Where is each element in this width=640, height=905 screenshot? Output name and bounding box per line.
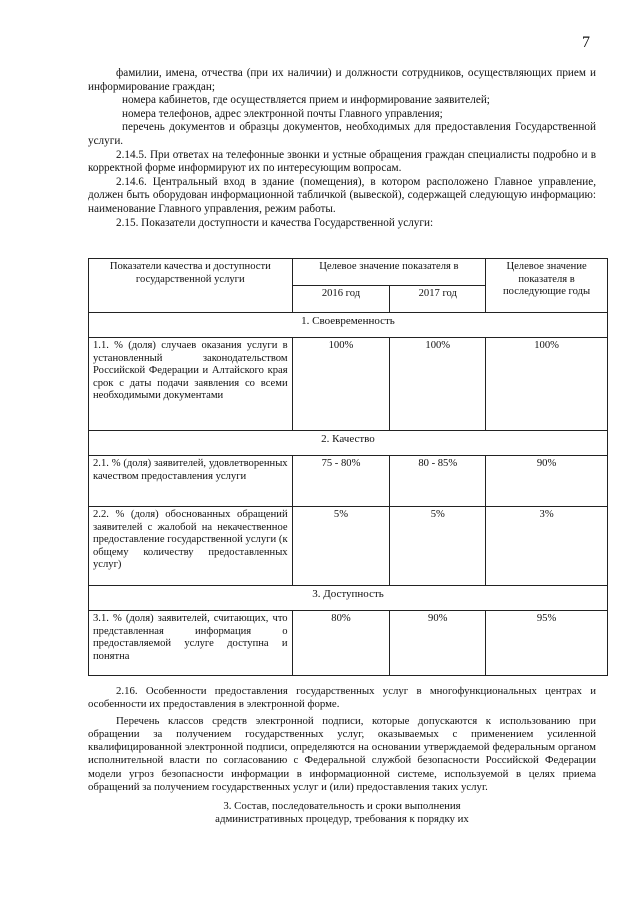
value-2017: 80 - 85% bbox=[390, 456, 486, 507]
section-row bbox=[89, 431, 608, 456]
paragraph: номера кабинетов, где осуществляется прием и информирование заявителей; bbox=[122, 94, 490, 107]
body-text-top bbox=[88, 67, 596, 230]
paragraph: фамилии, имена, отчества (при их наличии) и должности сотрудников, осуществляющих прием и информирование граждан; bbox=[88, 67, 596, 93]
indicator-cell: 2.1. % (доля) заявителей, удовлетворенных качеством предоставления услуги bbox=[89, 456, 293, 507]
value-2017: 90% bbox=[390, 611, 486, 676]
section-title: 3. Доступность bbox=[89, 586, 608, 611]
value-2016: 75 - 80% bbox=[292, 456, 390, 507]
body-text-bottom bbox=[88, 685, 596, 826]
section-row bbox=[89, 586, 608, 611]
value-subsequent: 90% bbox=[486, 456, 608, 507]
header-year-2017: 2017 год bbox=[390, 286, 486, 313]
header-subsequent: Целевое значение показателя в последующие годы bbox=[486, 259, 608, 313]
paragraph: 2.14.6. Центральный вход в здание (помещения), в котором расположено Главное управление, должен быть оборудован информационной табличкой (вывеской), содержащей следующую информацию: наименование Главного управления, режим работы. bbox=[88, 175, 596, 215]
value-subsequent: 95% bbox=[486, 611, 608, 676]
section-heading: административных процедур, требования к порядку их bbox=[215, 812, 469, 825]
indicator-cell: 3.1. % (доля) заявителей, считающих, что представленная информация о предоставляемой услуге доступна и понятна bbox=[89, 611, 293, 676]
paragraph: Перечень классов средств электронной подписи, которые допускаются к использованию при обращении за получением государственных услуг, оказываемых с применением усиленной квалифицированной электронной подписи, определяются на основании утверждаемой федеральным органом исполнительной власти по согласованию с Федеральной службой безопасности Российской Федерации модели угроз безопасности информации в информационной системе, используемой в целях приема обращений за получением государственных услуг и (или) предоставления таких услуг. bbox=[88, 715, 596, 793]
quality-indicators-table bbox=[88, 258, 608, 676]
table-row bbox=[89, 507, 608, 586]
value-2016: 80% bbox=[292, 611, 390, 676]
indicator-cell: 2.2. % (доля) обоснованных обращений заявителей с жалобой на некачественное предоставление государственной услуги (к общему количеству предоставленных услуг) bbox=[89, 507, 293, 586]
paragraph: 2.15. Показатели доступности и качества Государственной услуги: bbox=[116, 216, 434, 229]
section-title: 1. Своевременность bbox=[89, 313, 608, 338]
value-2016: 100% bbox=[292, 338, 390, 431]
indicator-cell: 1.1. % (доля) случаев оказания услуги в установленный законодательством Российской Федерации и Алтайского края срок с даты подачи заявления со всеми необходимыми документами bbox=[89, 338, 293, 431]
paragraph: перечень документов и образцы документов, необходимых для предоставления Государственной услуги. bbox=[88, 121, 596, 147]
table-header-row bbox=[89, 259, 608, 286]
header-target: Целевое значение показателя в bbox=[292, 259, 486, 286]
page-number: 7 bbox=[582, 34, 590, 51]
section-title: 2. Качество bbox=[89, 431, 608, 456]
value-2017: 5% bbox=[390, 507, 486, 586]
paragraph: 2.14.5. При ответах на телефонные звонки и устные обращения граждан специалисты подробно и в корректной форме информируют их по интересующим вопросам. bbox=[88, 148, 596, 175]
header-indicator: Показатели качества и доступности государственной услуги bbox=[89, 259, 293, 313]
value-2017: 100% bbox=[390, 338, 486, 431]
value-2016: 5% bbox=[292, 507, 390, 586]
section-heading: 3. Состав, последовательность и сроки выполнения bbox=[223, 799, 461, 812]
table-row bbox=[89, 611, 608, 676]
header-year-2016: 2016 год bbox=[292, 286, 390, 313]
section-row bbox=[89, 313, 608, 338]
paragraph: 2.16. Особенности предоставления государственных услуг в многофункциональных центрах и особенности их предоставления в электронной форме. bbox=[88, 685, 596, 711]
value-subsequent: 100% bbox=[486, 338, 608, 431]
value-subsequent: 3% bbox=[486, 507, 608, 586]
table-row bbox=[89, 338, 608, 431]
paragraph: номера телефонов, адрес электронной почты Главного управления; bbox=[122, 107, 443, 120]
table-row bbox=[89, 456, 608, 507]
